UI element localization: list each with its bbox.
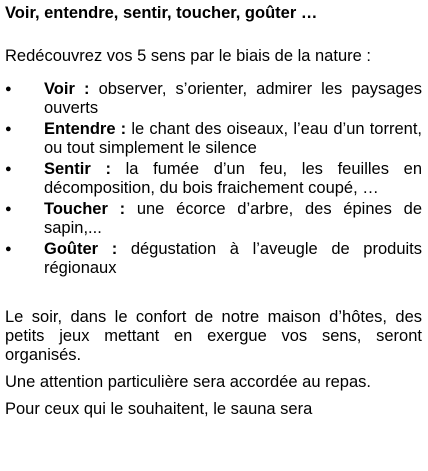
sense-name: Toucher : — [44, 200, 137, 218]
sense-description: la fumée d’un feu, les feuilles en décomposition, du bois fraichement coupé, … — [44, 160, 422, 197]
sense-description: le chant des oiseaux, l’eau d’un torrent, ou tout simplement le silence — [44, 120, 422, 157]
sense-name: Goûter : — [44, 240, 131, 258]
sense-description: observer, s’orienter, admirer les paysages ouverts — [44, 80, 422, 117]
sense-name: Voir : — [44, 80, 99, 98]
paragraph-meal: Une attention particulière sera accordée au repas. — [5, 373, 371, 391]
sense-name: Entendre : — [44, 120, 132, 138]
list-item-toucher — [5, 200, 422, 238]
senses-list — [5, 80, 422, 278]
bullet-icon: ● — [5, 83, 12, 95]
intro-text: Redécouvrez vos 5 sens par le biais de la nature : — [5, 47, 371, 65]
bullet-icon: ● — [5, 123, 12, 135]
paragraph-sauna: Pour ceux qui le souhaitent, le sauna sera — [5, 400, 313, 418]
paragraph-evening: Le soir, dans le confort de notre maison d’hôtes, des petits jeux mettant en exergue vos sens, seront organisés. — [5, 308, 422, 364]
sense-description: dégustation à l’aveugle de produits régionaux — [44, 240, 422, 277]
list-item-sentir — [5, 160, 422, 198]
document-title: Voir, entendre, sentir, toucher, goûter … — [5, 4, 318, 22]
sense-description: une écorce d’arbre, des épines de sapin,... — [44, 200, 423, 237]
list-item-voir — [5, 80, 422, 118]
sense-name: Sentir : — [44, 160, 126, 178]
bullet-icon: ● — [5, 203, 12, 215]
list-item-entendre — [5, 120, 422, 158]
bullet-icon: ● — [5, 163, 12, 175]
bullet-icon: ● — [5, 243, 12, 255]
list-item-gouter — [5, 240, 422, 278]
